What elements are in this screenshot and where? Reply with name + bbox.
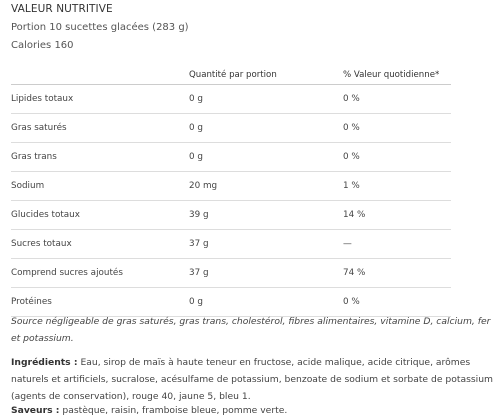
flavors-paragraph bbox=[11, 403, 495, 418]
table-row bbox=[11, 229, 451, 258]
nutrient-daily-value: 1 % bbox=[343, 171, 451, 200]
ingredients-text: Eau, sirop de maïs à haute teneur en fructose, acide malique, acide citrique, arômes naturels et artificiels, sucralose, acésulfame de potassium, benzoate de sodium et sorbate de potassium (agents de conservation), rouge 40, jaune 5, bleu 1. bbox=[11, 357, 493, 402]
nutrient-daily-value: 74 % bbox=[343, 258, 451, 287]
table-row bbox=[11, 171, 451, 200]
table-row bbox=[11, 258, 451, 287]
nutrient-quantity: 0 g bbox=[189, 142, 343, 171]
nutrient-daily-value: 14 % bbox=[343, 200, 451, 229]
calories: Calories 160 bbox=[11, 40, 74, 51]
nutrient-daily-value: 0 % bbox=[343, 287, 451, 316]
nutrient-name: Sucres totaux bbox=[11, 229, 189, 258]
nutrient-quantity: 20 mg bbox=[189, 171, 343, 200]
header-nutrient bbox=[11, 66, 189, 84]
nutrient-name: Gras saturés bbox=[11, 113, 189, 142]
nutrient-daily-value: — bbox=[343, 229, 451, 258]
nutrition-table bbox=[11, 66, 451, 317]
nutrient-daily-value: 0 % bbox=[343, 84, 451, 113]
ingredients-label: Ingrédients : bbox=[11, 357, 78, 368]
table-row bbox=[11, 200, 451, 229]
nutrient-name: Glucides totaux bbox=[11, 200, 189, 229]
flavors-text: pastèque, raisin, framboise bleue, pomme verte. bbox=[59, 405, 288, 416]
nutrient-name: Comprend sucres ajoutés bbox=[11, 258, 189, 287]
nutrient-quantity: 0 g bbox=[189, 113, 343, 142]
footnote: Source négligeable de gras saturés, gras trans, cholestérol, fibres alimentaires, vitamine D, calcium, fer et potassium. bbox=[11, 316, 491, 344]
nutrient-daily-value: 0 % bbox=[343, 113, 451, 142]
table-header-row bbox=[11, 66, 451, 84]
nutrient-daily-value: 0 % bbox=[343, 142, 451, 171]
flavors-label: Saveurs : bbox=[11, 405, 60, 416]
nutrient-name: Gras trans bbox=[11, 142, 189, 171]
table-row bbox=[11, 287, 451, 316]
ingredients-paragraph bbox=[11, 354, 495, 405]
nutrient-quantity: 0 g bbox=[189, 287, 343, 316]
nutrient-quantity: 37 g bbox=[189, 229, 343, 258]
nutrient-name: Sodium bbox=[11, 171, 189, 200]
nutrient-quantity: 37 g bbox=[189, 258, 343, 287]
nutrition-title: VALEUR NUTRITIVE bbox=[11, 3, 113, 15]
nutrient-name: Lipides totaux bbox=[11, 84, 189, 113]
header-daily-value: % Valeur quotidienne* bbox=[343, 66, 451, 84]
table-row bbox=[11, 84, 451, 113]
portion-size: Portion 10 sucettes glacées (283 g) bbox=[11, 22, 189, 33]
header-quantity: Quantité par portion bbox=[189, 66, 343, 84]
nutrient-name: Protéines bbox=[11, 287, 189, 316]
nutrient-quantity: 0 g bbox=[189, 84, 343, 113]
table-row bbox=[11, 142, 451, 171]
table-row bbox=[11, 113, 451, 142]
nutrient-quantity: 39 g bbox=[189, 200, 343, 229]
